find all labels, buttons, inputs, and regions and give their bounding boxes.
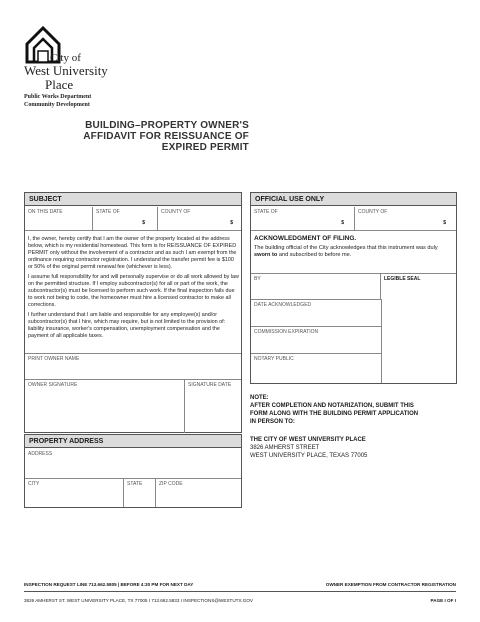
by-field[interactable] [251,274,381,300]
address-field[interactable] [25,449,241,479]
department-line2: Community Development [24,102,90,108]
official-state-symbol: $ [341,220,344,226]
property-address-section [24,434,242,508]
note-line3: FORM ALONG WITH THE BUILDING PERMIT APPLICATION [250,411,419,417]
acknowledgment-text [254,245,454,259]
owner-signature-label: OWNER SIGNATURE [28,382,78,388]
submission-note [250,394,460,426]
logo-name-line1: West University [24,63,108,78]
form-name-footer: OWNER EXEMPTION FROM CONTRACTOR REGISTRATION [325,582,456,587]
official-county-symbol: $ [443,220,446,226]
state-field[interactable] [124,479,156,507]
subject-state-symbol: $ [142,220,145,226]
print-owner-name-field[interactable] [25,353,241,379]
note-line2: AFTER COMPLETION AND NOTARIZATION, SUBMIT THIS [250,403,414,409]
inspection-request-line: INSPECTION REQUEST LINE 713.662.5805 | BEFORE 4:30 PM FOR NEXT DAY [24,582,194,587]
acknowledgment-text-bold: sworn to [254,252,278,258]
city-label: CITY [28,481,40,487]
official-use-section [250,192,457,384]
on-this-date-label: ON THIS DATE [28,209,63,215]
contact-info: 3826 AMHERST ST. WEST UNIVERSITY PLACE, TX 77005 I 713.662.5833 I INSPECTIONS@WESTUTX.GOV [24,598,253,603]
owner-signature-field[interactable] [25,380,185,433]
notary-public-field[interactable] [251,353,382,383]
zip-code-label: ZIP CODE [159,481,183,487]
city-org-name: THE CITY OF WEST UNIVERSITY PLACE [250,437,366,443]
affidavit-text [28,236,239,343]
subject-state-of-label: STATE OF [96,209,120,215]
signature-date-field[interactable] [185,380,241,433]
print-owner-name-label: PRINT OWNER NAME [28,356,80,362]
property-address-header: PROPERTY ADDRESS [25,435,241,448]
zip-code-field[interactable] [156,479,241,507]
subject-county-of-label: COUNTY OF [161,209,191,215]
acknowledgment-text-pre: The building official of the City acknowledges that this instrument was duly [254,245,438,251]
signature-row [25,379,241,432]
note-line4: IN PERSON TO: [250,419,295,425]
subject-location-row [25,207,241,231]
affidavit-paragraph-3: I further understand that I am liable and responsible for any employee(s) and/or subcontractor(s) that I hire, which may require, but is not limited to the provision of: liability insurance, worker's compensation, unemployment compensation and the payment of all applicable taxes. [28,312,226,339]
department-block [24,93,91,109]
title-line3: EXPIRED PERMIT [161,142,249,153]
subject-state-of-field[interactable] [93,207,158,231]
address-label: ADDRESS [28,451,53,457]
subject-header: SUBJECT [25,193,241,206]
legible-seal-area [381,274,456,384]
state-label: STATE [127,481,143,487]
on-this-date-field[interactable] [25,207,93,231]
official-location-row [251,207,456,231]
subject-section [24,192,242,433]
city-address-block [250,436,460,460]
by-label: BY [254,276,261,282]
title-line1: BUILDING–PROPERTY OWNER'S [85,120,249,131]
page-number: PAGE I OF I [430,598,456,603]
affidavit-paragraph-1: I, the owner, hereby certify that I am the owner of the property located at the address below, which is my residential homestead. This form is for REISSUANCE OF EXPIRED PERMIT only without the involvement of a contractor and as such I am exempt from the ordinance requiring contractor registration. I understand the transfer permit fee is $100 or 50% of the original permit renewal fee (whichever is less). [28,236,237,270]
official-county-of-field[interactable] [355,207,456,231]
footer-divider [24,591,456,592]
notary-public-label: NOTARY PUBLIC [254,356,294,362]
date-acknowledged-label: DATE ACKNOWLEDGED [254,302,312,308]
acknowledgment-title: ACKNOWLEDGMENT OF FILING. [254,235,357,242]
city-street: 3826 AMHERST STREET [250,445,320,451]
official-county-of-label: COUNTY OF [358,209,388,215]
official-state-of-field[interactable] [251,207,355,231]
official-use-header: OFFICIAL USE ONLY [251,193,456,206]
city-field[interactable] [25,479,124,507]
signature-date-label: SIGNATURE DATE [188,382,232,388]
note-line1: NOTE: [250,395,269,401]
commission-expiration-field[interactable] [251,326,382,353]
legible-seal-label: LEGIBLE SEAL [384,276,421,282]
logo-city-of: City of [50,52,81,64]
subject-county-symbol: $ [230,220,233,226]
subject-county-of-field[interactable] [158,207,241,231]
city-city-state-zip: WEST UNIVERSITY PLACE, TEXAS 77005 [250,453,368,459]
title-line2: AFFIDAVIT FOR REISSUANCE OF [83,131,249,142]
commission-expiration-label: COMMISSION EXPIRATION [254,329,319,335]
department-line1: Public Works Department [24,94,92,100]
acknowledgment-block [254,235,454,259]
acknowledgment-text-post: and subscribed to before me. [277,252,352,258]
logo-name-line2: Place [45,77,74,92]
date-acknowledged-field[interactable] [251,299,382,326]
affidavit-paragraph-2: I assume full responsibility for and will personally supervise or do all work allowed by law on the permitted structure. If I employ subcontractor(s) for all or part of the work, the subcontractor(s) must be licensed to perform such work. If the final inspection fails due to work not being to code, the homeowner must hire a licensed contractor to make all corrections. [28,274,239,308]
by-row [251,273,456,299]
document-title [83,120,249,153]
official-state-of-label: STATE OF [254,209,278,215]
